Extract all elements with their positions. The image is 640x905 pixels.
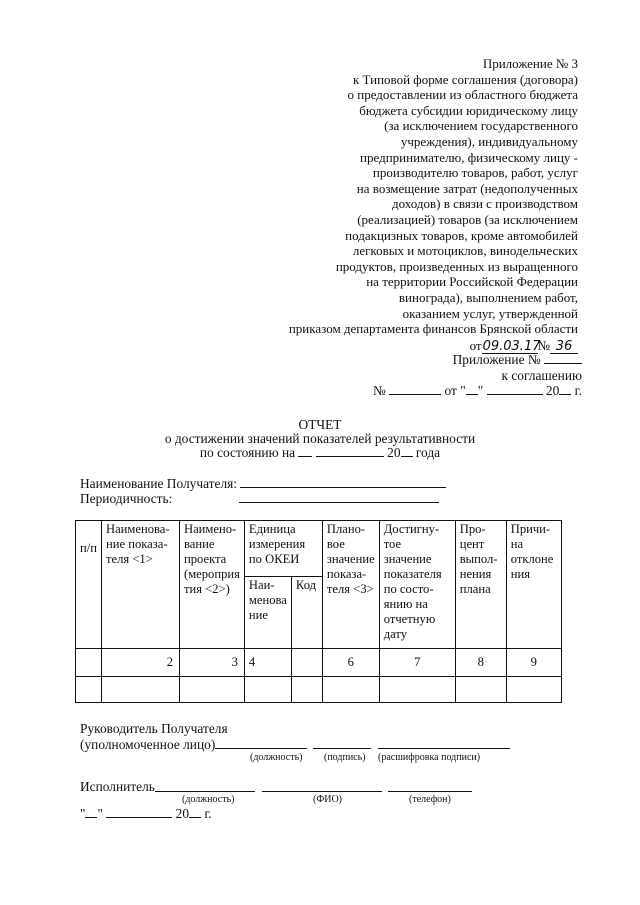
col-header-planned: Плано-вое значение показа-теля <3> xyxy=(322,521,379,649)
cap-decode: (расшифровка подписи) xyxy=(378,752,481,763)
header-line: приказом департамента финансов Брянской области xyxy=(288,321,578,337)
head-signature-line[interactable] xyxy=(313,748,371,749)
order-no-label: № xyxy=(537,337,550,353)
col-header-num xyxy=(76,521,102,649)
col-header-unit-code: Код xyxy=(291,577,322,649)
header-line: к Типовой форме соглашения (договора) xyxy=(352,71,578,87)
col-number-cell: 2 xyxy=(102,649,180,677)
header-line: на территории Российской Федерации xyxy=(366,274,578,290)
table-cell[interactable] xyxy=(506,677,561,703)
head-decode-line[interactable] xyxy=(378,748,510,749)
order-date: 09.03.17 xyxy=(482,338,541,354)
appendix-header xyxy=(248,56,578,354)
header-line: Приложение № 3 xyxy=(482,56,578,71)
date-year-prefix: 20 xyxy=(175,806,190,821)
col-number-cell: 3 xyxy=(180,649,245,677)
agreement-number-blank[interactable] xyxy=(389,383,441,395)
col-header-unit: Единица измерения по ОКЕИ xyxy=(244,521,322,577)
executor-position-line[interactable] xyxy=(155,791,255,792)
header-line: подакцизных товаров, кроме автомобилей xyxy=(345,227,578,243)
cap-fio: (ФИО) xyxy=(313,794,343,805)
agreement-year-suffix: г. xyxy=(574,383,582,399)
date-year-suffix: г. xyxy=(204,806,212,821)
cap-exec-position: (должность) xyxy=(182,794,235,805)
cap-position: (должность) xyxy=(250,752,303,763)
header-line: на возмещение затрат (недополученных xyxy=(356,180,578,196)
appendix-number-blank[interactable] xyxy=(544,352,582,364)
cap-signature: (подпись) xyxy=(324,752,366,763)
col-number-cell: 4 xyxy=(244,649,291,677)
col-number-cell: 9 xyxy=(506,649,561,677)
as-of-label: по состоянию на xyxy=(199,445,296,460)
as-of-day-blank[interactable] xyxy=(298,445,312,457)
table-cell[interactable] xyxy=(322,677,379,703)
executor-fio-line[interactable] xyxy=(262,791,382,792)
header-line: продуктов, произведенных из выращенного xyxy=(335,258,578,274)
header-line: бюджета субсидии юридическому лицу xyxy=(359,102,578,118)
date-day-blank[interactable] xyxy=(85,806,97,818)
recipient-label: Наименование Получателя: xyxy=(80,476,238,491)
header-line: (реализацией) товаров (за исключением xyxy=(357,211,578,227)
col-header-indicator: Наименова-ние показа-теля <1> xyxy=(102,521,180,649)
col-number-cell xyxy=(76,649,102,677)
periodicity-blank[interactable] xyxy=(239,491,439,503)
table-cell[interactable] xyxy=(455,677,506,703)
col-number-cell: 7 xyxy=(379,649,455,677)
appendix-number-label: Приложение № xyxy=(452,352,541,367)
date-month-blank[interactable] xyxy=(106,806,172,818)
header-line: доходов) в связи с производством xyxy=(391,196,578,212)
agreement-month-blank[interactable] xyxy=(487,383,543,395)
col-header-percent: Про-цент выпол-нения плана xyxy=(455,521,506,649)
header-line: производителю товаров, работ, услуг xyxy=(372,165,578,181)
header-line: предпринимателю, физическому лицу - xyxy=(360,149,578,165)
header-line: учреждения), индивидуальному xyxy=(400,133,578,149)
executor-date xyxy=(80,806,212,822)
recipient-blank[interactable] xyxy=(240,476,446,488)
table-cell[interactable] xyxy=(180,677,245,703)
table-cell[interactable] xyxy=(379,677,455,703)
table-cell[interactable] xyxy=(102,677,180,703)
date-year-blank[interactable] xyxy=(189,806,201,818)
agreement-day-blank[interactable] xyxy=(466,383,478,395)
indicators-table xyxy=(75,520,562,703)
col-number-cell: 8 xyxy=(455,649,506,677)
as-of-year-prefix: 20 xyxy=(387,445,401,460)
header-line: (за исключением государственного xyxy=(384,118,578,134)
periodicity-label: Периодичность: xyxy=(80,491,173,506)
as-of-year-suffix: года xyxy=(415,445,441,460)
table-row xyxy=(76,677,562,703)
agreement-no-label: № xyxy=(373,383,386,399)
column-number-row xyxy=(76,649,562,677)
agreement-from-label: от " xyxy=(444,383,466,399)
report-as-of xyxy=(0,445,640,461)
col-header-project: Наимено-вание проекта (мероприя тия <2>) xyxy=(180,521,245,649)
header-line: о предоставлении из областного бюджета xyxy=(347,87,578,103)
order-number: 36 xyxy=(550,340,578,354)
as-of-year-blank[interactable] xyxy=(401,445,413,457)
table-cell[interactable] xyxy=(244,677,291,703)
col-header-achieved: Достигну-тое значение показателя по состо-янию на отчетную дату xyxy=(379,521,455,649)
cap-phone: (телефон) xyxy=(409,794,451,805)
col-header-unit-name: Наи-менова ние xyxy=(244,577,291,649)
head-label: Руководитель Получателя xyxy=(80,721,228,736)
head-position-line[interactable] xyxy=(215,748,307,749)
report-title: ОТЧЕТ xyxy=(298,417,342,432)
agreement-label: к соглашению xyxy=(501,367,582,383)
order-prefix: от xyxy=(469,337,482,353)
as-of-month-blank[interactable] xyxy=(316,445,384,457)
report-subtitle: о достижении значений показателей результативности xyxy=(164,431,476,446)
header-line: легковых и мотоциклов, винодельческих xyxy=(352,243,578,259)
col-number-cell xyxy=(291,649,322,677)
authorized-label: (уполномоченное лицо) xyxy=(80,737,216,752)
col-number-cell: 6 xyxy=(322,649,379,677)
table-cell[interactable] xyxy=(76,677,102,703)
agreement-year-prefix: 20 xyxy=(545,383,560,399)
executor-label: Исполнитель xyxy=(80,779,155,794)
date-close-quote: " xyxy=(97,806,103,821)
col-header-reason: Причи-на отклоне ния xyxy=(506,521,561,649)
table-cell[interactable] xyxy=(291,677,322,703)
header-line: оказанием услуг, утвержденной xyxy=(402,305,578,321)
recipient-field xyxy=(80,476,446,492)
executor-phone-line[interactable] xyxy=(388,791,472,792)
agreement-quote: " xyxy=(477,383,484,399)
agreement-appendix xyxy=(373,352,582,399)
col-header-num-text: п/п xyxy=(80,541,97,555)
agreement-year-blank[interactable] xyxy=(559,383,571,395)
header-line: винограда), выполнением работ, xyxy=(398,289,578,305)
date-open-quote: " xyxy=(80,806,86,821)
periodicity-field xyxy=(80,491,439,507)
